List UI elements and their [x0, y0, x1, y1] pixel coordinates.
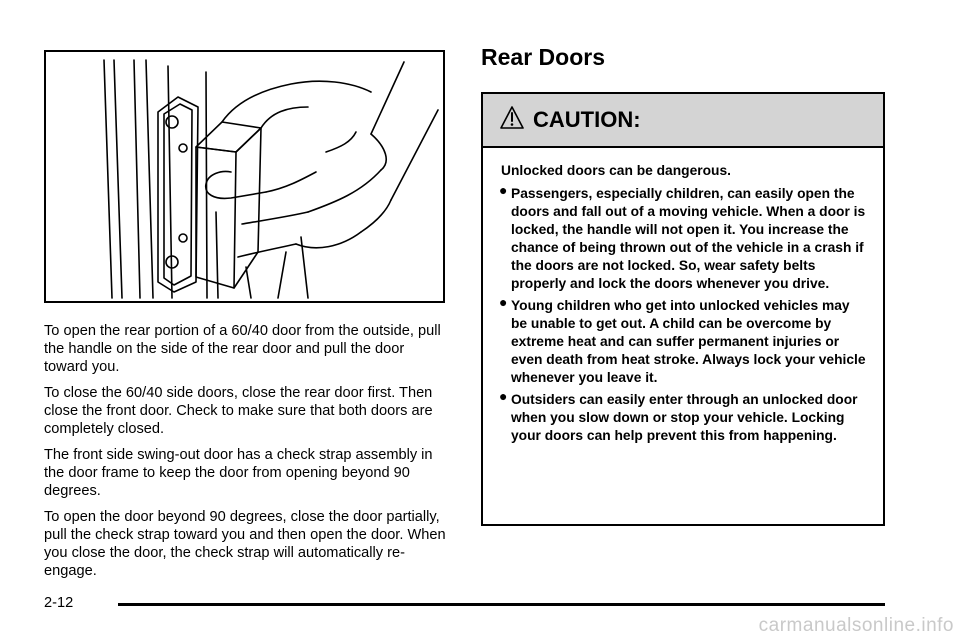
caution-bullet-list: [499, 182, 867, 445]
paragraph-check-strap: The front side swing-out door has a check strap assembly in the door frame to keep the door from opening beyond 90 degrees.: [44, 447, 433, 499]
bullet-icon: ●: [499, 388, 508, 404]
caution-bullet-text: Outsiders can easily enter through an unlocked door when you slow down or stop your vehicle. Locking your doors can help prevent this from happening.: [511, 392, 858, 443]
caution-bullet-item: [499, 388, 867, 445]
paragraph-close-side-doors: To close the 60/40 side doors, close the rear door first. Then close the front door. Check to make sure that both doors are completely closed.: [44, 385, 433, 437]
bullet-icon: ●: [499, 294, 508, 310]
page-number: 2-12: [44, 595, 74, 611]
caution-bullet-text: Young children who get into unlocked vehicles may be unable to get out. A child can be overcome by extreme heat and can suffer permanent injuries or even death from heat stroke. Always lock your vehicle whenever you leave it.: [511, 298, 866, 385]
caution-box: [481, 92, 885, 526]
footer-rule: [118, 603, 885, 606]
caution-body: [483, 148, 883, 445]
caution-bullet-item: [499, 294, 867, 387]
bullet-icon: ●: [499, 182, 508, 198]
caution-header: [483, 94, 883, 148]
watermark: carmanualsonline.info: [758, 615, 954, 636]
left-column-text: [44, 322, 449, 588]
warning-triangle-icon: [499, 105, 525, 131]
door-handle-illustration: [44, 50, 445, 303]
hand-on-door-handle-drawing: [46, 52, 443, 301]
caution-bullet-item: [499, 182, 867, 293]
section-title: Rear Doors: [481, 44, 605, 70]
paragraph-open-rear-portion: To open the rear portion of a 60/40 door from the outside, pull the handle on the side of the rear door and pull the door toward you.: [44, 323, 441, 375]
paragraph-open-beyond-90: To open the door beyond 90 degrees, close the door partially, pull the check strap toward you and then open the door. When you close the door, the check strap will automatically re-engage.: [44, 509, 446, 579]
caution-bullet-text: Passengers, especially children, can easily open the doors and fall out of a moving vehicle. When a door is locked, the handle will not open it. You increase the chance of being thrown out of the vehicle in a crash if the doors are not locked. So, wear safety belts properly and lock the doors whenever you drive.: [511, 186, 866, 291]
caution-lead: Unlocked doors can be dangerous.: [501, 163, 731, 178]
caution-label: CAUTION:: [533, 107, 641, 132]
